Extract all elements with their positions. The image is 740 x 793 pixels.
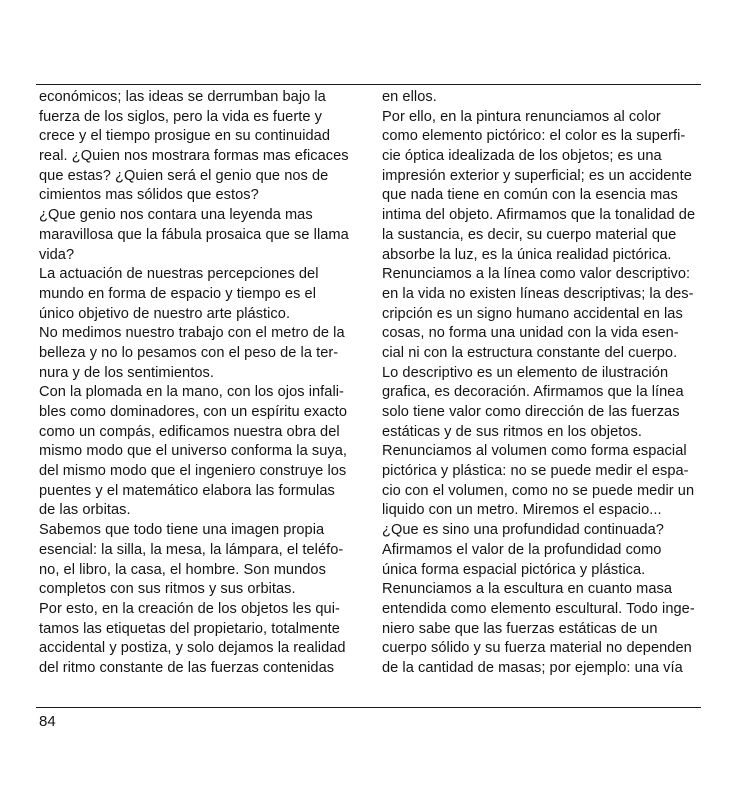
text-line: como elemento pictórico: el color es la superfi- — [382, 128, 686, 145]
text-line: no, el libro, la casa, el hombre. Son mundos — [39, 561, 326, 578]
text-line: tamos las etiquetas del propietario, totalmente — [39, 620, 340, 637]
text-line: Afirmamos el valor de la profundidad como — [382, 541, 662, 558]
text-line: grafica, es decoración. Afirmamos que la línea — [382, 384, 684, 401]
text-line: mismo modo que el universo conforma la suya, — [39, 443, 347, 460]
text-line: nura y de los sentimientos. — [39, 364, 214, 381]
text-line: ¿Que es sino una profundidad continuada? — [382, 522, 664, 539]
text-line: solo tiene valor como dirección de las fuerzas — [382, 404, 680, 420]
text-column-right — [382, 88, 702, 679]
text-line: de la cantidad de masas; por ejemplo: una vía — [382, 659, 683, 676]
text-line: cripción es un signo humano accidental en las — [382, 305, 683, 322]
text-line: entendida como elemento escultural. Todo inge- — [382, 600, 695, 617]
text-line: crece y el tiempo prosigue en su continuidad — [39, 128, 331, 145]
text-line: Por esto, en la creación de los objetos les qui- — [39, 600, 340, 617]
text-line: fuerza de los siglos, pero la vida es fuerte y — [39, 108, 322, 125]
text-line: económicos; las ideas se derrumban bajo la — [39, 89, 326, 105]
text-line: cio con el volumen, como no se puede medir un — [382, 482, 695, 499]
text-line: cuerpo sólido y su fuerza material no dependen — [382, 640, 692, 657]
text-line: niero sabe que las fuerzas estáticas de un — [382, 620, 658, 637]
text-line: la sustancia, es decir, su cuerpo material que — [382, 226, 677, 243]
text-line: La actuación de nuestras percepciones del — [39, 266, 319, 283]
text-line: real. ¿Quien nos mostrara formas mas eficaces — [39, 148, 349, 165]
text-line: del ritmo constante de las fuerzas contenidas — [39, 659, 335, 676]
text-line: Renunciamos a la escultura en cuanto masa — [382, 581, 673, 598]
text-line: Renunciamos al volumen como forma espacial — [382, 443, 687, 460]
text-column-left — [39, 88, 359, 679]
text-line: único objetivo de nuestro arte plástico. — [39, 305, 291, 322]
text-line: del mismo modo que el ingeniero construye los — [39, 463, 347, 480]
text-line: cosas, no forma una unidad con la vida esen- — [382, 325, 679, 342]
text-line: cial ni con la estructura constante del cuerpo. — [382, 344, 678, 361]
text-line: vida? — [39, 246, 75, 263]
text-line: Con la plomada en la mano, con los ojos infali- — [39, 384, 344, 401]
text-line: esencial: la silla, la mesa, la lámpara, el teléfo- — [39, 541, 344, 558]
text-line: Sabemos que todo tiene una imagen propia — [39, 522, 325, 539]
text-line: de las orbitas. — [39, 502, 131, 519]
text-line: intima del objeto. Afirmamos que la tonalidad de — [382, 207, 696, 224]
text-line: Lo descriptivo es un elemento de ilustración — [382, 364, 669, 381]
text-line: pictórica y plástica: no se puede medir el espa- — [382, 463, 689, 480]
page-number: 84 — [39, 713, 56, 730]
text-line: cimientos mas sólidos que estos? — [39, 187, 259, 204]
text-line: absorbe la luz, es la única realidad pictórica. — [382, 246, 672, 263]
text-line: que nada tiene en común con la esencia mas — [382, 187, 678, 204]
text-line: cie óptica idealizada de los objetos; es una — [382, 148, 662, 165]
text-line: mundo en forma de espacio y tiempo es el — [39, 285, 317, 302]
text-line: impresión exterior y superficial; es un accidente — [382, 167, 692, 184]
text-line: maravillosa que la fábula prosaica que se llama — [39, 226, 349, 243]
text-line: Renunciamos a la línea como valor descriptivo: — [382, 266, 691, 283]
text-line: bles como dominadores, con un espíritu exacto — [39, 404, 348, 420]
text-line: única forma espacial pictórica y plástica. — [382, 561, 646, 578]
text-line: ¿Que genio nos contara una leyenda mas — [39, 207, 313, 224]
text-line: Por ello, en la pintura renunciamos al color — [382, 108, 661, 125]
text-line: belleza y no lo pesamos con el peso de la ter- — [39, 344, 339, 361]
text-line: que estas? ¿Quien será el genio que nos de — [39, 167, 329, 184]
footer-rule — [36, 707, 701, 708]
text-line: en ellos. — [382, 89, 437, 105]
text-line: estáticas y de sus ritmos en los objetos. — [382, 423, 642, 440]
text-line: liquido con un metro. Miremos el espacio... — [382, 502, 662, 519]
text-line: puentes y el matemático elabora las formulas — [39, 482, 335, 499]
text-line: como un compás, edificamos nuestra obra del — [39, 423, 340, 440]
text-line: accidental y postiza, y solo dejamos la realidad — [39, 640, 346, 657]
text-line: en la vida no existen líneas descriptivas; la des- — [382, 285, 694, 302]
text-line: completos con sus ritmos y sus orbitas. — [39, 581, 296, 598]
header-rule — [36, 84, 701, 85]
text-line: No medimos nuestro trabajo con el metro de la — [39, 325, 345, 342]
